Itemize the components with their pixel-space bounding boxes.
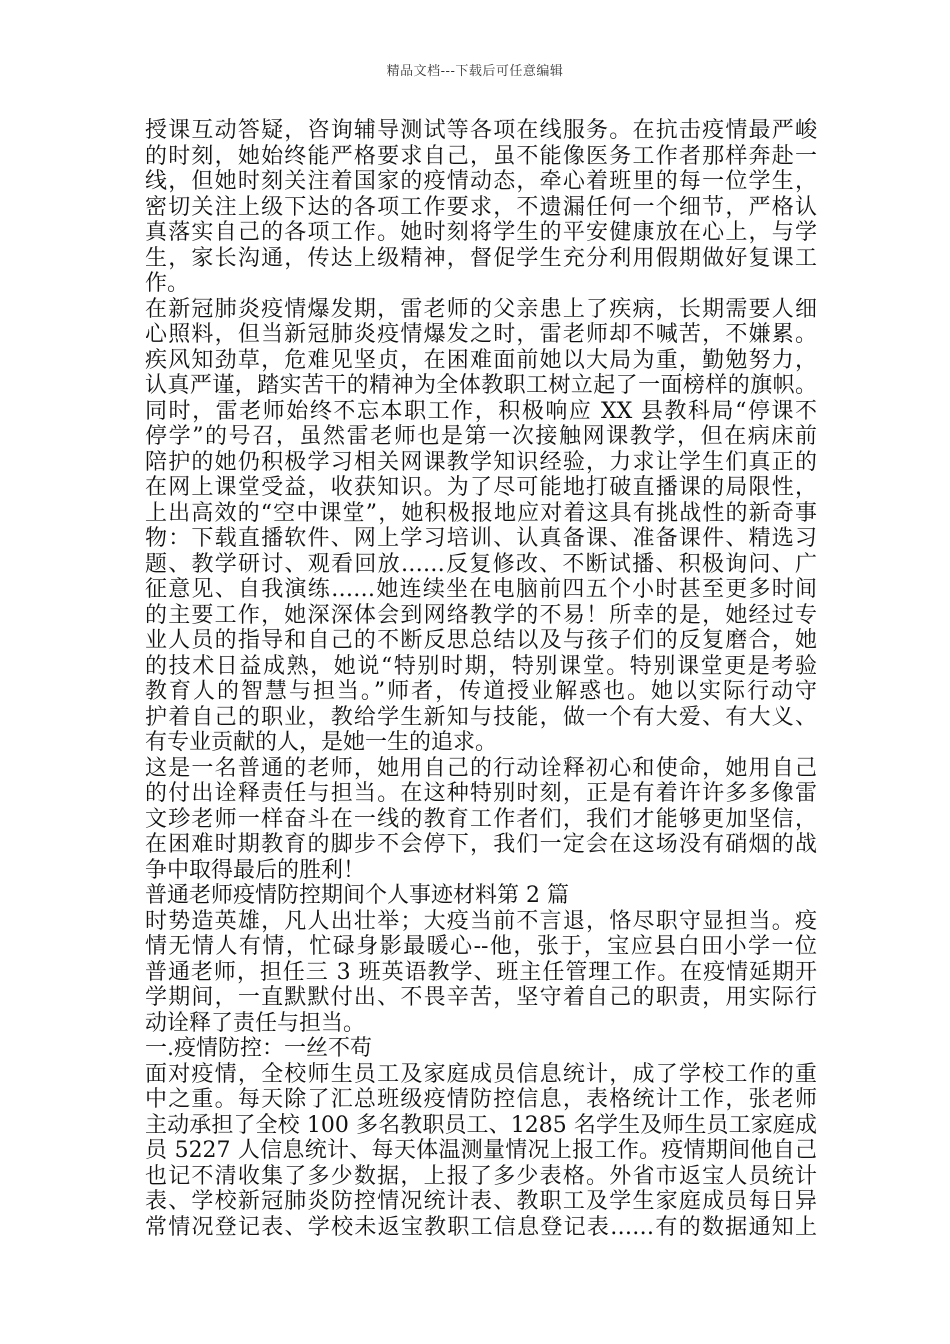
text-line: 的付出诠释责任与担当。在这种特别时刻，正是有着许许多多像雷 xyxy=(145,781,817,806)
text-line: 常情况登记表、学校未返宝教职工信息登记表……有的数据通知上 xyxy=(145,1214,817,1240)
text-line: 主动承担了全校 100 多名教职员工、1285 名学生及师生员工家庭成 xyxy=(145,1112,817,1138)
document-body xyxy=(145,118,817,1240)
text-line: 护着自己的职业，教给学生新知与技能，做一个有大爱、有大义、 xyxy=(145,704,817,730)
text-line: 在网上课堂受益，收获知识。为了尽可能地打破直播课的局限性， xyxy=(145,475,817,500)
text-line: 的主要工作，她深深体会到网络教学的不易！所幸的是，她经过专 xyxy=(145,602,817,628)
text-line: 生，家长沟通，传达上级精神，督促学生充分利用假期做好复课工 xyxy=(145,245,817,271)
text-line: 文珍老师一样奋斗在一线的教育工作者们，我们才能够更加坚信， xyxy=(145,806,817,832)
text-line: 这是一名普通的老师，她用自己的行动诠释初心和使命，她用自己 xyxy=(145,755,817,781)
text-line: 中之重。每天除了汇总班级疫情防控信息，表格统计工作，张老师 xyxy=(145,1087,817,1112)
text-line: 物：下载直播软件、网上学习培训、认真备课、准备课件、精选习 xyxy=(145,526,817,551)
text-line: 面对疫情，全校师生员工及家庭成员信息统计，成了学校工作的重 xyxy=(145,1061,817,1087)
text-line: 动诠释了责任与担当。 xyxy=(145,1010,366,1036)
text-line: 情无情人有情，忙碌身影最暖心--他，张于，宝应县白田小学一位 xyxy=(145,934,817,959)
page-header: 精品文档---下载后可任意编辑 xyxy=(386,64,564,79)
text-line: 也记不清收集了多少数据，上报了多少表格。外省市返宝人员统计 xyxy=(145,1163,817,1189)
text-line: 在新冠肺炎疫情爆发期，雷老师的父亲患上了疾病，长期需要人细 xyxy=(145,296,817,322)
text-line: 的技术日益成熟，她说“特别时期，特别课堂。特别课堂更是考验 xyxy=(145,653,817,679)
text-line: 员 5227 人信息统计、每天体温测量情况上报工作。疫情期间他自己 xyxy=(145,1138,817,1163)
text-line: 作。 xyxy=(145,271,190,296)
text-line: 有专业贡献的人，是她一生的追求。 xyxy=(145,730,498,755)
text-line: 心照料，但当新冠肺炎疫情爆发之时，雷老师却不喊苦，不嫌累。 xyxy=(145,322,817,347)
text-line: 普通老师，担任三 3 班英语教学、班主任管理工作。在疫情延期开 xyxy=(145,959,817,985)
text-line: 上出高效的“空中课堂”，她积极报地应对着这具有挑战性的新奇事 xyxy=(145,500,817,526)
text-line: 业人员的指导和自己的不断反思总结以及与孩子们的反复磨合，她 xyxy=(145,628,817,653)
text-line: 认真严谨，踏实苦干的精神为全体教职工树立起了一面榜样的旗帜。 xyxy=(145,373,817,398)
text-line: 的时刻，她始终能严格要求自己，虽不能像医务工作者那样奔赴一 xyxy=(145,143,817,169)
text-line: 表、学校新冠肺炎防控情况统计表、教职工及学生家庭成员每日异 xyxy=(145,1189,817,1214)
text-line: 真落实自己的各项工作。她时刻将学生的平安健康放在心上，与学 xyxy=(145,220,817,245)
text-line: 停学”的号召，虽然雷老师也是第一次接触网课教学，但在病床前 xyxy=(145,424,817,449)
text-line: 授课互动答疑，咨询辅导测试等各项在线服务。在抗击疫情最严峻 xyxy=(145,118,817,143)
text-line: 题、教学研讨、观看回放……反复修改、不断试播、积极询问、广 xyxy=(145,551,817,577)
text-line: 争中取得最后的胜利！ xyxy=(145,857,366,883)
text-line: 教育人的智慧与担当。”师者，传道授业解惑也。她以实际行动守 xyxy=(145,679,817,704)
text-line: 时势造英雄，凡人出壮举；大疫当前不言退，恪尽职守显担当。疫 xyxy=(145,908,817,934)
text-line: 在困难时期教育的脚步不会停下，我们一定会在这场没有硝烟的战 xyxy=(145,832,817,857)
text-line: 疾风知劲草，危难见坚贞，在困难面前她以大局为重，勤勉努力， xyxy=(145,347,817,373)
text-line: 征意见、自我演练……她连续坐在电脑前四五个小时甚至更多时间 xyxy=(145,577,817,602)
text-line: 学期间，一直默默付出、不畏辛苦，坚守着自己的职责，用实际行 xyxy=(145,985,817,1010)
text-line: 线，但她时刻关注着国家的疫情动态，牵心着班里的每一位学生， xyxy=(145,169,817,194)
text-line: 普通老师疫情防控期间个人事迹材料第 2 篇 xyxy=(145,883,569,908)
text-line: 陪护的她仍积极学习相关网课教学知识经验，力求让学生们真正的 xyxy=(145,449,817,475)
text-line: 一.疫情防控：一丝不苟 xyxy=(145,1036,372,1061)
text-line: 同时，雷老师始终不忘本职工作，积极响应 XX 县教科局“停课不 xyxy=(145,398,817,424)
text-line: 密切关注上级下达的各项工作要求，不遗漏任何一个细节，严格认 xyxy=(145,194,817,220)
